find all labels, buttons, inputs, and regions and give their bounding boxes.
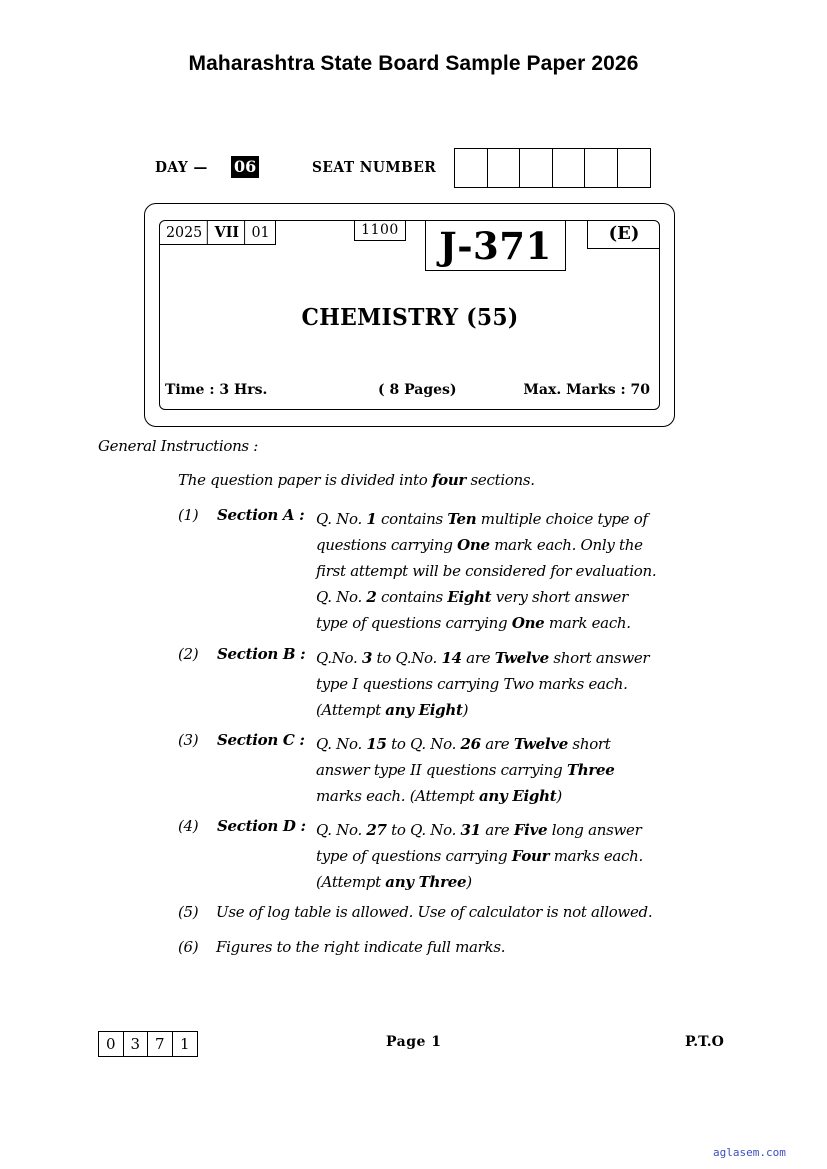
seat-number-boxes: [454, 148, 651, 188]
intro-text: The question paper is divided into: [178, 471, 432, 489]
instruction-line: Q. No. 27 to Q. No. 31 are Five long answer: [316, 821, 642, 839]
instruction-line: answer type II questions carrying Three: [316, 761, 615, 779]
max-marks: Max. Marks : 70: [523, 382, 650, 398]
instruction-body: [316, 506, 657, 636]
instruction-text: Use of log table is allowed. Use of calculator is not allowed.: [216, 903, 653, 921]
instruction-text: Figures to the right indicate full marks.: [216, 938, 506, 956]
day-value: 06: [231, 156, 259, 178]
month-code: VII: [210, 221, 245, 244]
code-digit: 1: [179, 1035, 190, 1053]
instruction-line: (Attempt any Three): [316, 873, 472, 891]
instruction-line: (Attempt any Eight): [316, 701, 469, 719]
instruction-line: Q. No. 2 contains Eight very short answer: [316, 588, 628, 606]
seat-number-label: SEAT NUMBER: [312, 158, 437, 176]
section-label: Section D :: [217, 817, 306, 835]
time-duration: Time : 3 Hrs.: [165, 382, 268, 398]
code-digit: 3: [124, 1032, 149, 1056]
instruction-body: [316, 817, 654, 895]
instruction-number: (4): [178, 817, 199, 835]
instruction-line: type of questions carrying One mark each.: [316, 614, 631, 632]
instruction-number: (1): [178, 506, 199, 524]
subject-title: CHEMISTRY (55): [301, 304, 519, 331]
seat-number-box: [618, 149, 651, 187]
instruction-body: [316, 645, 654, 723]
code-digit: 0: [99, 1032, 124, 1056]
instruction-line: type of questions carrying Four marks each.: [316, 847, 643, 865]
instruction-line: marks each. (Attempt any Eight): [316, 787, 562, 805]
instruction-number: (2): [178, 645, 199, 663]
page-title: Maharashtra State Board Sample Paper 2026: [188, 52, 639, 75]
seat-number-box: [488, 149, 521, 187]
watermark: aglasem.com: [713, 1146, 786, 1159]
instruction-number: (6): [178, 938, 199, 956]
instructions-intro: [178, 471, 535, 489]
day-label: DAY —: [155, 158, 208, 176]
instruction-line: Q.No. 3 to Q.No. 14 are Twelve short answer: [316, 649, 650, 667]
instruction-line: first attempt will be considered for evaluation.: [316, 562, 657, 580]
footer-paper-code: [98, 1031, 198, 1057]
please-turn-over: P.T.O: [685, 1034, 724, 1050]
seat-number-box: [585, 149, 618, 187]
paper-meta-row: [165, 382, 650, 402]
instruction-line: Q. No. 15 to Q. No. 26 are Twelve short: [316, 735, 611, 753]
paper-code: J-371: [425, 220, 566, 271]
intro-text: sections.: [466, 471, 535, 489]
code-digit: 7: [148, 1032, 173, 1056]
instruction-line: type I questions carrying Two marks each.: [316, 675, 628, 693]
instruction-line: questions carrying One mark each. Only the: [316, 536, 643, 554]
paper-code-strip: [160, 221, 276, 245]
page-count: ( 8 Pages): [378, 382, 457, 398]
section-label: Section C :: [217, 731, 305, 749]
section-label: Section B :: [217, 645, 306, 663]
serial-number: 1100: [354, 220, 406, 241]
seat-number-box: [455, 149, 488, 187]
section-label: Section A :: [217, 506, 305, 524]
seat-number-box: [553, 149, 586, 187]
intro-bold: four: [431, 471, 467, 489]
instructions-heading: General Instructions :: [98, 437, 259, 455]
instruction-number: (5): [178, 903, 199, 921]
instruction-body: [316, 731, 654, 809]
seat-number-box: [520, 149, 553, 187]
instruction-line: Q. No. 1 contains Ten multiple choice type of: [316, 510, 648, 528]
medium-badge: (E): [587, 220, 660, 249]
set-code: 01: [251, 223, 270, 241]
year-code: 2025: [161, 221, 208, 244]
instruction-number: (3): [178, 731, 199, 749]
page-number: Page 1: [386, 1034, 442, 1050]
